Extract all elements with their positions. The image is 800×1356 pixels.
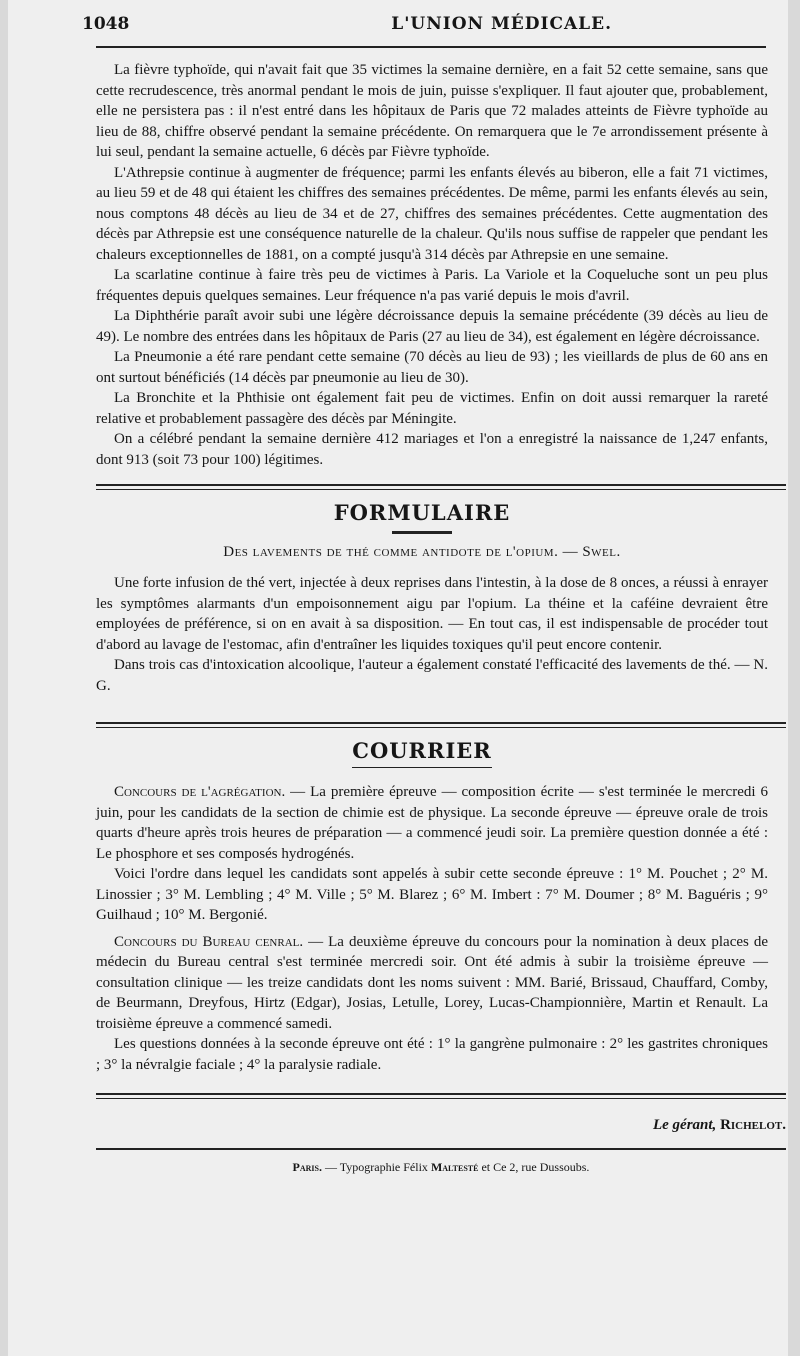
imprint-text: — Typographie Félix — [322, 1160, 431, 1174]
diphtherie-paragraph: La Diphthérie paraît avoir subi une légère décroissance depuis la semaine précédente (39 décès au lieu de 49). Le nombre des entrées dans les hôpitaux de Paris (27 au lieu de 34), est également en légère décroissance. — [96, 308, 768, 345]
mortality-report — [82, 60, 768, 470]
article-title: Des lavements de thé comme antidote de l'opium. — Swel. — [223, 544, 621, 560]
page-header — [82, 14, 762, 34]
page-number: 1048 — [82, 14, 130, 34]
bureau-paragraph — [96, 932, 768, 1035]
agregation-paragraph — [96, 782, 768, 864]
athrepsie-paragraph: L'Athrepsie continue à augmenter de fréquence; parmi les enfants élevés au biberon, elle a fait 71 victimes, au lieu 59 et de 48 qui étaient les chiffres des semaines précédentes. De même, parmi les enfants élevés au sein, nous comptons 48 décès au lieu de 34 et de 27, chiffres des semaines précédentes. Cette augmentation des décès par Athrepsie est une conséquence naturelle de la chaleur. Qu'ils nous suffise de rappeler que pendant les chaleurs exceptionnelles de 1881, on a compté jusqu'à 314 décès par Athrepsie en une semaine. — [96, 164, 768, 263]
formulaire-paragraph: Une forte infusion de thé vert, injectée à deux reprises dans l'intestin, à la dose de 8 onces, a réussi à enrayer les symptômes alarmants d'un empoisonnement aigu par l'opium. La théine et la caféine devraient être employées de préférence, si on en avait à sa disposition. — En tout cas, il est indispensable de procéder tout d'abord au lavage de l'estomac, afin d'entraîner les liquides toxiques qu'il peut encore contenir. — [96, 575, 768, 653]
bureau-lead: Concours du Bureau cenral. — [114, 933, 304, 950]
imprint — [96, 1160, 786, 1175]
scarlatine-paragraph: La scarlatine continue à faire très peu de victimes à Paris. La Variole et la Coqueluche sont un peu plus fréquentes depuis quelques semaines. Leur fréquence n'a pas varié depuis le mois d'avril. — [96, 267, 768, 304]
pneumonie-paragraph: La Pneumonie a été rare pendant cette semaine (70 décès au lieu de 93) ; les vieillards de plus de 60 ans en ont surtout bénéficiés (14 décès par pneumonie au lieu de 30). — [96, 349, 768, 386]
footer-rule — [96, 1148, 786, 1150]
signature — [96, 1117, 786, 1134]
imprint-city: Paris. — [292, 1160, 322, 1174]
typhoid-paragraph: La fièvre typhoïde, qui n'avait fait que 35 victimes la semaine dernière, en a fait 52 cette semaine, sans que cette recrudescence, très anormal pendant le mois de juin, puisse s'expliquer. Il faut ajouter que, probablement, elle ne persistera pas : il n'est entré dans les hôpitaux de Paris que 72 malades atteints de Fièvre typhoïde au lieu de 88, chiffre observé pendant la semaine précédente. On remarquera que le 7e arrondissement présente à lui seul, pendant la semaine actuelle, 6 décès par Fièvre typhoïde. — [96, 62, 768, 160]
header-rule — [96, 46, 766, 48]
courrier-section — [82, 738, 769, 1075]
journal-title: L'UNION MÉDICALE. — [391, 14, 612, 34]
bureau-text: — La deuxième épreuve du concours pour la nomination à deux places de médecin du Bureau central s'est terminée mercredi soir. Ont été admis à subir la troisième épreuve — consultation clinique — les treize candidats dont les noms suivent : MM. Barié, Brissaud, Chauffard, Comby, de Beurmann, Dreyfous, Hirtz (Edgar), Josias, Letulle, Lorey, Lucas-Championnière, Martin et Renault. La troisième épreuve a commencé samedi. — [96, 933, 769, 1032]
heading-rule — [392, 531, 452, 534]
formulaire-section — [82, 500, 768, 696]
signature-role: Le gérant, — [652, 1117, 717, 1133]
bronchite-paragraph: La Bronchite et la Phthisie ont également fait peu de victimes. Enfin on doit aussi remarquer la rareté relative et probablement passagère des décès par Méningite. — [96, 390, 768, 427]
section-divider — [96, 1093, 786, 1099]
courrier-heading: COURRIER — [352, 738, 492, 763]
signature-name: Richelot. — [720, 1117, 786, 1133]
candidates-paragraph: Voici l'ordre dans lequel les candidats sont appelés à subir cette seconde épreuve : 1° M. Pouchet ; 2° M. Linossier ; 3° M. Lembling ; 4° M. Ville ; 5° M. Blarez ; 6° M. Imbert : 7° M. Doumer ; 8° M. Baguéris ; 9° Guilhaud ; 10° M. Bergonié. — [96, 866, 768, 923]
agregation-text: — La première épreuve — composition écrite — s'est terminée le mercredi 6 juin, pour les candidats de la section de chimie est de physique. La seconde épreuve — épreuve orale de trois quarts d'heure après trois heures de préparation — a commencé jeudi soir. La première question donnée a été : Le phosphore et ses composés hydrogénés. — [96, 784, 768, 862]
imprint-printer: Maltesté — [430, 1160, 479, 1174]
formulaire-heading: FORMULAIRE — [333, 500, 511, 525]
section-divider — [96, 722, 786, 728]
section-divider — [96, 484, 786, 490]
imprint-address: et Ce 2, rue Dussoubs. — [478, 1160, 590, 1174]
formulaire-paragraph: Dans trois cas d'intoxication alcoolique, l'auteur a également constaté l'efficacité des lavements de thé. — N. G. — [96, 657, 768, 694]
agregation-lead: Concours de l'agrégation. — [114, 784, 286, 800]
questions-paragraph: Les questions données à la seconde épreuve ont été : 1° la gangrène pulmonaire : 2° les gastrites chroniques ; 3° la névralgie faciale ; 4° la paralysie radiale. — [96, 1036, 768, 1073]
naissances-paragraph: On a célébré pendant la semaine dernière 412 mariages et l'on a enregistré la naissance de 1,247 enfants, dont 913 (soit 73 pour 100) légitimes. — [96, 431, 768, 468]
heading-rule — [352, 767, 492, 768]
document-page — [8, 0, 788, 1356]
